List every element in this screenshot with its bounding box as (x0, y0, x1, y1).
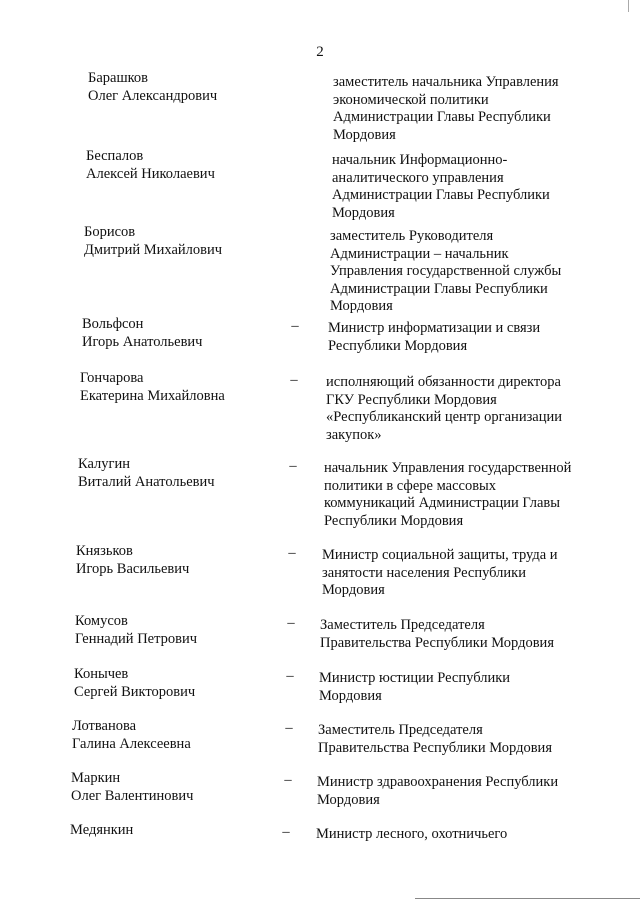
separator-dash: – (290, 372, 298, 388)
member-name (84, 224, 222, 259)
position-line: Республики Мордовия (324, 512, 464, 529)
member-given-names: Игорь Анатольевич (82, 333, 203, 350)
position-line: заместитель Руководителя (330, 228, 494, 244)
member-position (316, 826, 591, 844)
separator-dash: – (289, 458, 297, 474)
member-given-names: Сергей Викторович (74, 683, 196, 700)
member-given-names: Олег Валентинович (71, 787, 194, 804)
scan-edge-line (415, 898, 640, 899)
member-name (82, 316, 202, 351)
position-line: ГКУ Республики Мордовия (326, 391, 497, 408)
scan-corner-mark (628, 0, 629, 12)
member-surname: Маркин (71, 770, 121, 786)
member-surname: Барашков (88, 70, 149, 86)
member-position (319, 670, 594, 705)
member-position (320, 617, 595, 652)
separator-dash: – (288, 545, 296, 561)
member-surname: Конычев (74, 666, 129, 682)
member-given-names: Олег Александрович (88, 87, 218, 104)
position-line: Администрации Главы Республики (333, 109, 551, 125)
member-given-names: Галина Алексеевна (72, 735, 191, 752)
position-line: Министр социальной защиты, труда и (322, 547, 558, 563)
member-name (71, 770, 193, 805)
member-name (80, 370, 225, 405)
position-line: Администрации Главы Республики (330, 280, 548, 297)
position-line: Министр юстиции Республики (319, 670, 511, 686)
member-surname: Медянкин (70, 822, 134, 838)
member-given-names: Дмитрий Михайлович (84, 241, 223, 258)
page-number: 2 (316, 44, 324, 60)
position-line: политики в сфере массовых (324, 477, 497, 494)
member-surname: Комусов (75, 613, 128, 629)
member-position (332, 152, 607, 222)
member-surname: Калугин (78, 456, 130, 472)
member-position (318, 722, 593, 757)
separator-dash: – (282, 824, 290, 840)
member-surname: Лотванова (72, 718, 137, 734)
position-line: начальник Управления государственной (324, 460, 572, 476)
member-surname: Беспалов (86, 148, 144, 164)
member-name (76, 543, 189, 578)
position-line: занятости населения Республики (322, 564, 526, 581)
position-line: Министр информатизации и связи (328, 320, 541, 336)
position-line: аналитического управления (332, 169, 504, 186)
member-name (78, 456, 215, 491)
position-line: Республики Мордовия (328, 337, 468, 354)
position-line: экономической политики (333, 91, 489, 108)
separator-dash: – (291, 318, 299, 334)
position-line: «Республиканский центр организации (326, 409, 563, 425)
member-position (333, 74, 608, 144)
member-position (326, 374, 601, 444)
position-line: Министр здравоохранения Республики (317, 774, 559, 790)
separator-dash: – (286, 668, 294, 684)
position-line: Администрации – начальник (330, 245, 509, 262)
member-name (88, 70, 217, 105)
member-given-names: Екатерина Михайловна (80, 387, 225, 404)
member-position (322, 547, 597, 600)
position-line: Администрации Главы Республики (332, 187, 550, 203)
position-line: заместитель начальника Управления (333, 74, 559, 90)
member-position (324, 460, 599, 530)
member-name (86, 148, 215, 183)
member-surname: Борисов (84, 224, 136, 240)
position-line: коммуникаций Администрации Главы (324, 495, 560, 511)
position-line: Правительства Республики Мордовия (318, 739, 552, 756)
position-line: Мордовия (317, 791, 380, 808)
member-position (317, 774, 592, 809)
member-given-names: Алексей Николаевич (86, 165, 215, 182)
separator-dash: – (285, 720, 293, 736)
member-given-names: Игорь Васильевич (76, 560, 190, 577)
member-position (328, 320, 603, 355)
member-surname: Гончарова (80, 370, 144, 386)
position-line: Мордовия (333, 126, 396, 143)
separator-dash: – (284, 772, 292, 788)
position-line: Мордовия (319, 687, 382, 704)
position-line: Правительства Республики Мордовия (320, 634, 554, 651)
member-surname: Князьков (76, 543, 133, 559)
position-line: Мордовия (322, 582, 385, 598)
position-line: Управления государственной службы (330, 263, 562, 279)
position-line: Заместитель Председателя (318, 722, 483, 738)
member-name (72, 718, 191, 753)
member-position (330, 228, 605, 316)
position-line: начальник Информационно- (332, 152, 508, 168)
member-given-names: Геннадий Петрович (75, 630, 198, 647)
member-name (74, 666, 195, 701)
position-line: Мордовия (330, 298, 393, 314)
position-line: Заместитель Председателя (320, 617, 485, 633)
position-line: Мордовия (332, 204, 395, 221)
position-line: закупок» (326, 426, 382, 443)
separator-dash: – (287, 615, 295, 631)
member-name (70, 822, 133, 840)
member-given-names: Виталий Анатольевич (78, 473, 215, 490)
member-name (75, 613, 197, 648)
position-line: исполняющий обязанности директора (326, 374, 561, 390)
member-surname: Вольфсон (82, 316, 144, 332)
position-line: Министр лесного, охотничьего (316, 826, 508, 842)
